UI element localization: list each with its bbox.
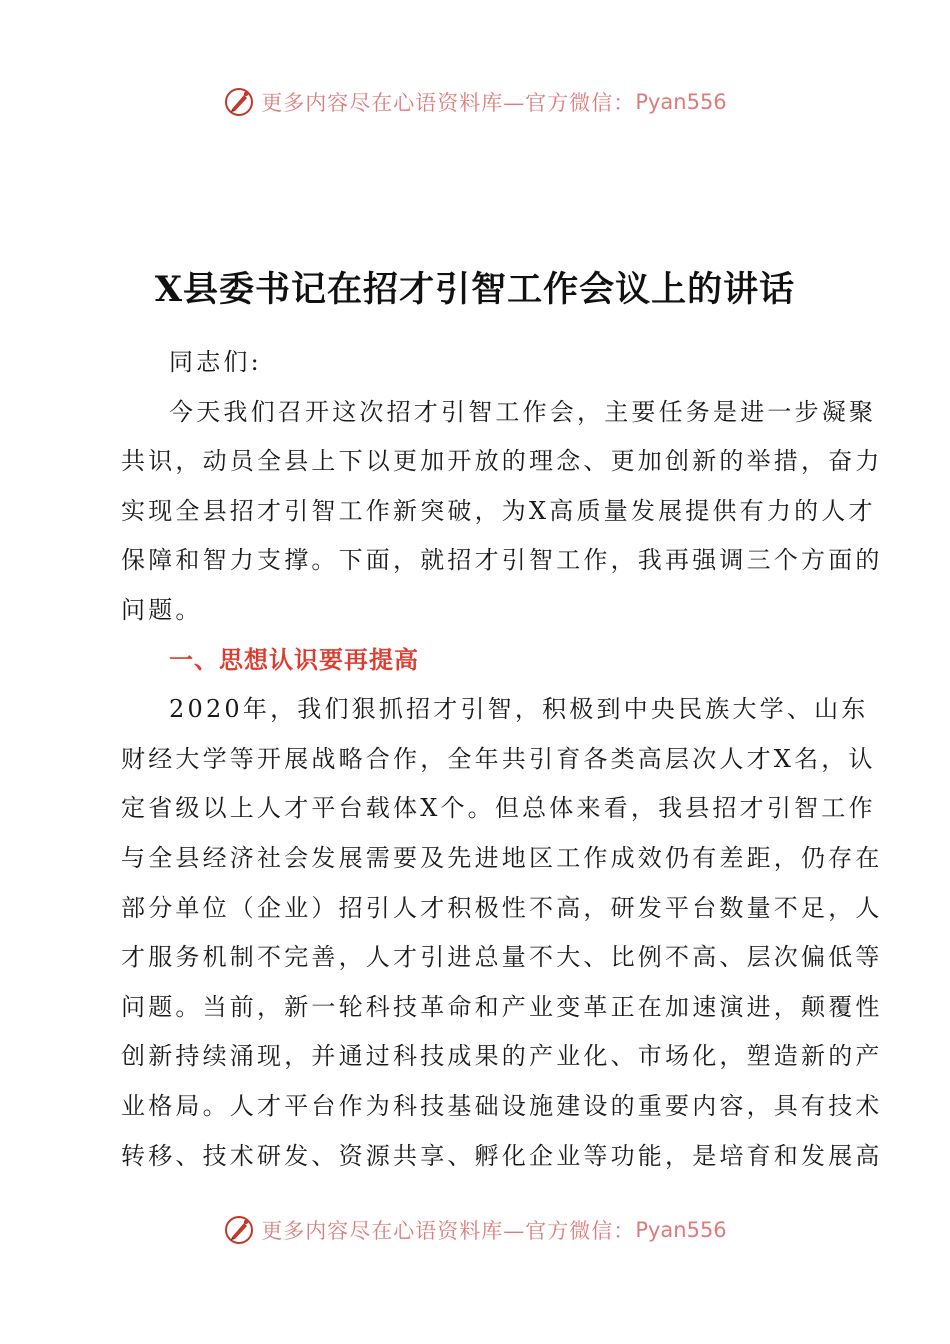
paragraph-line: 才服务机制不完善，人才引进总量不大、比例不高、层次偏低等 (121, 943, 883, 972)
watermark-wechat-id: Pyan556 (635, 1218, 727, 1242)
section-heading: 一、思想认识要再提高 (169, 645, 419, 674)
paragraph-line: 创新持续涌现，并通过科技成果的产业化、市场化，塑造新的产 (121, 1042, 883, 1071)
document-title: X县委书记在招才引智工作会议上的讲话 (154, 269, 796, 310)
paragraph-line: 转移、技术研发、资源共享、孵化企业等功能，是培育和发展高 (121, 1141, 883, 1170)
paragraph-line: 业格局。人才平台作为科技基础设施建设的重要内容，具有技术 (121, 1091, 883, 1120)
paragraph-line: 与全县经济社会发展需要及先进地区工作成效仍有差距，仍存在 (121, 843, 883, 872)
salutation: 同志们: (169, 348, 262, 376)
paragraph-line: 共识，动员全县上下以更加开放的理念、更加创新的举措，奋力 (121, 447, 883, 476)
watermark-text: 更多内容尽在心语资料库—官方微信： (261, 91, 636, 115)
paragraph-line: 定省级以上人才平台载体X个。但总体来看，我县招才引智工作 (121, 794, 876, 823)
paragraph-line: 2020年，我们狠抓招才引智，积极到中央民族大学、山东 (169, 695, 869, 724)
watermark-text: 更多内容尽在心语资料库—官方微信： (261, 1219, 636, 1243)
paragraph-2 (121, 685, 883, 1181)
pen-logo-icon (223, 86, 255, 118)
paragraph-line: 今天我们召开这次招才引智工作会，主要任务是进一步凝聚 (169, 397, 877, 426)
paragraph-line: 财经大学等开展战略合作，全年共引育各类高层次人才X名，认 (121, 744, 876, 773)
paragraph-line: 问题。 (121, 595, 203, 624)
pen-logo-icon (223, 1214, 255, 1246)
paragraph-line: 问题。当前，新一轮科技革命和产业变革正在加速演进，颠覆性 (121, 992, 883, 1021)
document-body (121, 338, 883, 1181)
watermark-wechat-id: Pyan556 (635, 90, 727, 114)
footer-watermark-banner (0, 1210, 950, 1250)
paragraph-line: 部分单位（企业）招引人才积极性不高，研发平台数量不足，人 (121, 893, 883, 922)
header-watermark-banner (0, 82, 950, 122)
paragraph-1 (121, 388, 883, 636)
paragraph-line: 实现全县招才引智工作新突破，为X高质量发展提供有力的人才 (121, 496, 876, 525)
paragraph-line: 保障和智力支撑。下面，就招才引智工作，我再强调三个方面的 (121, 546, 883, 575)
